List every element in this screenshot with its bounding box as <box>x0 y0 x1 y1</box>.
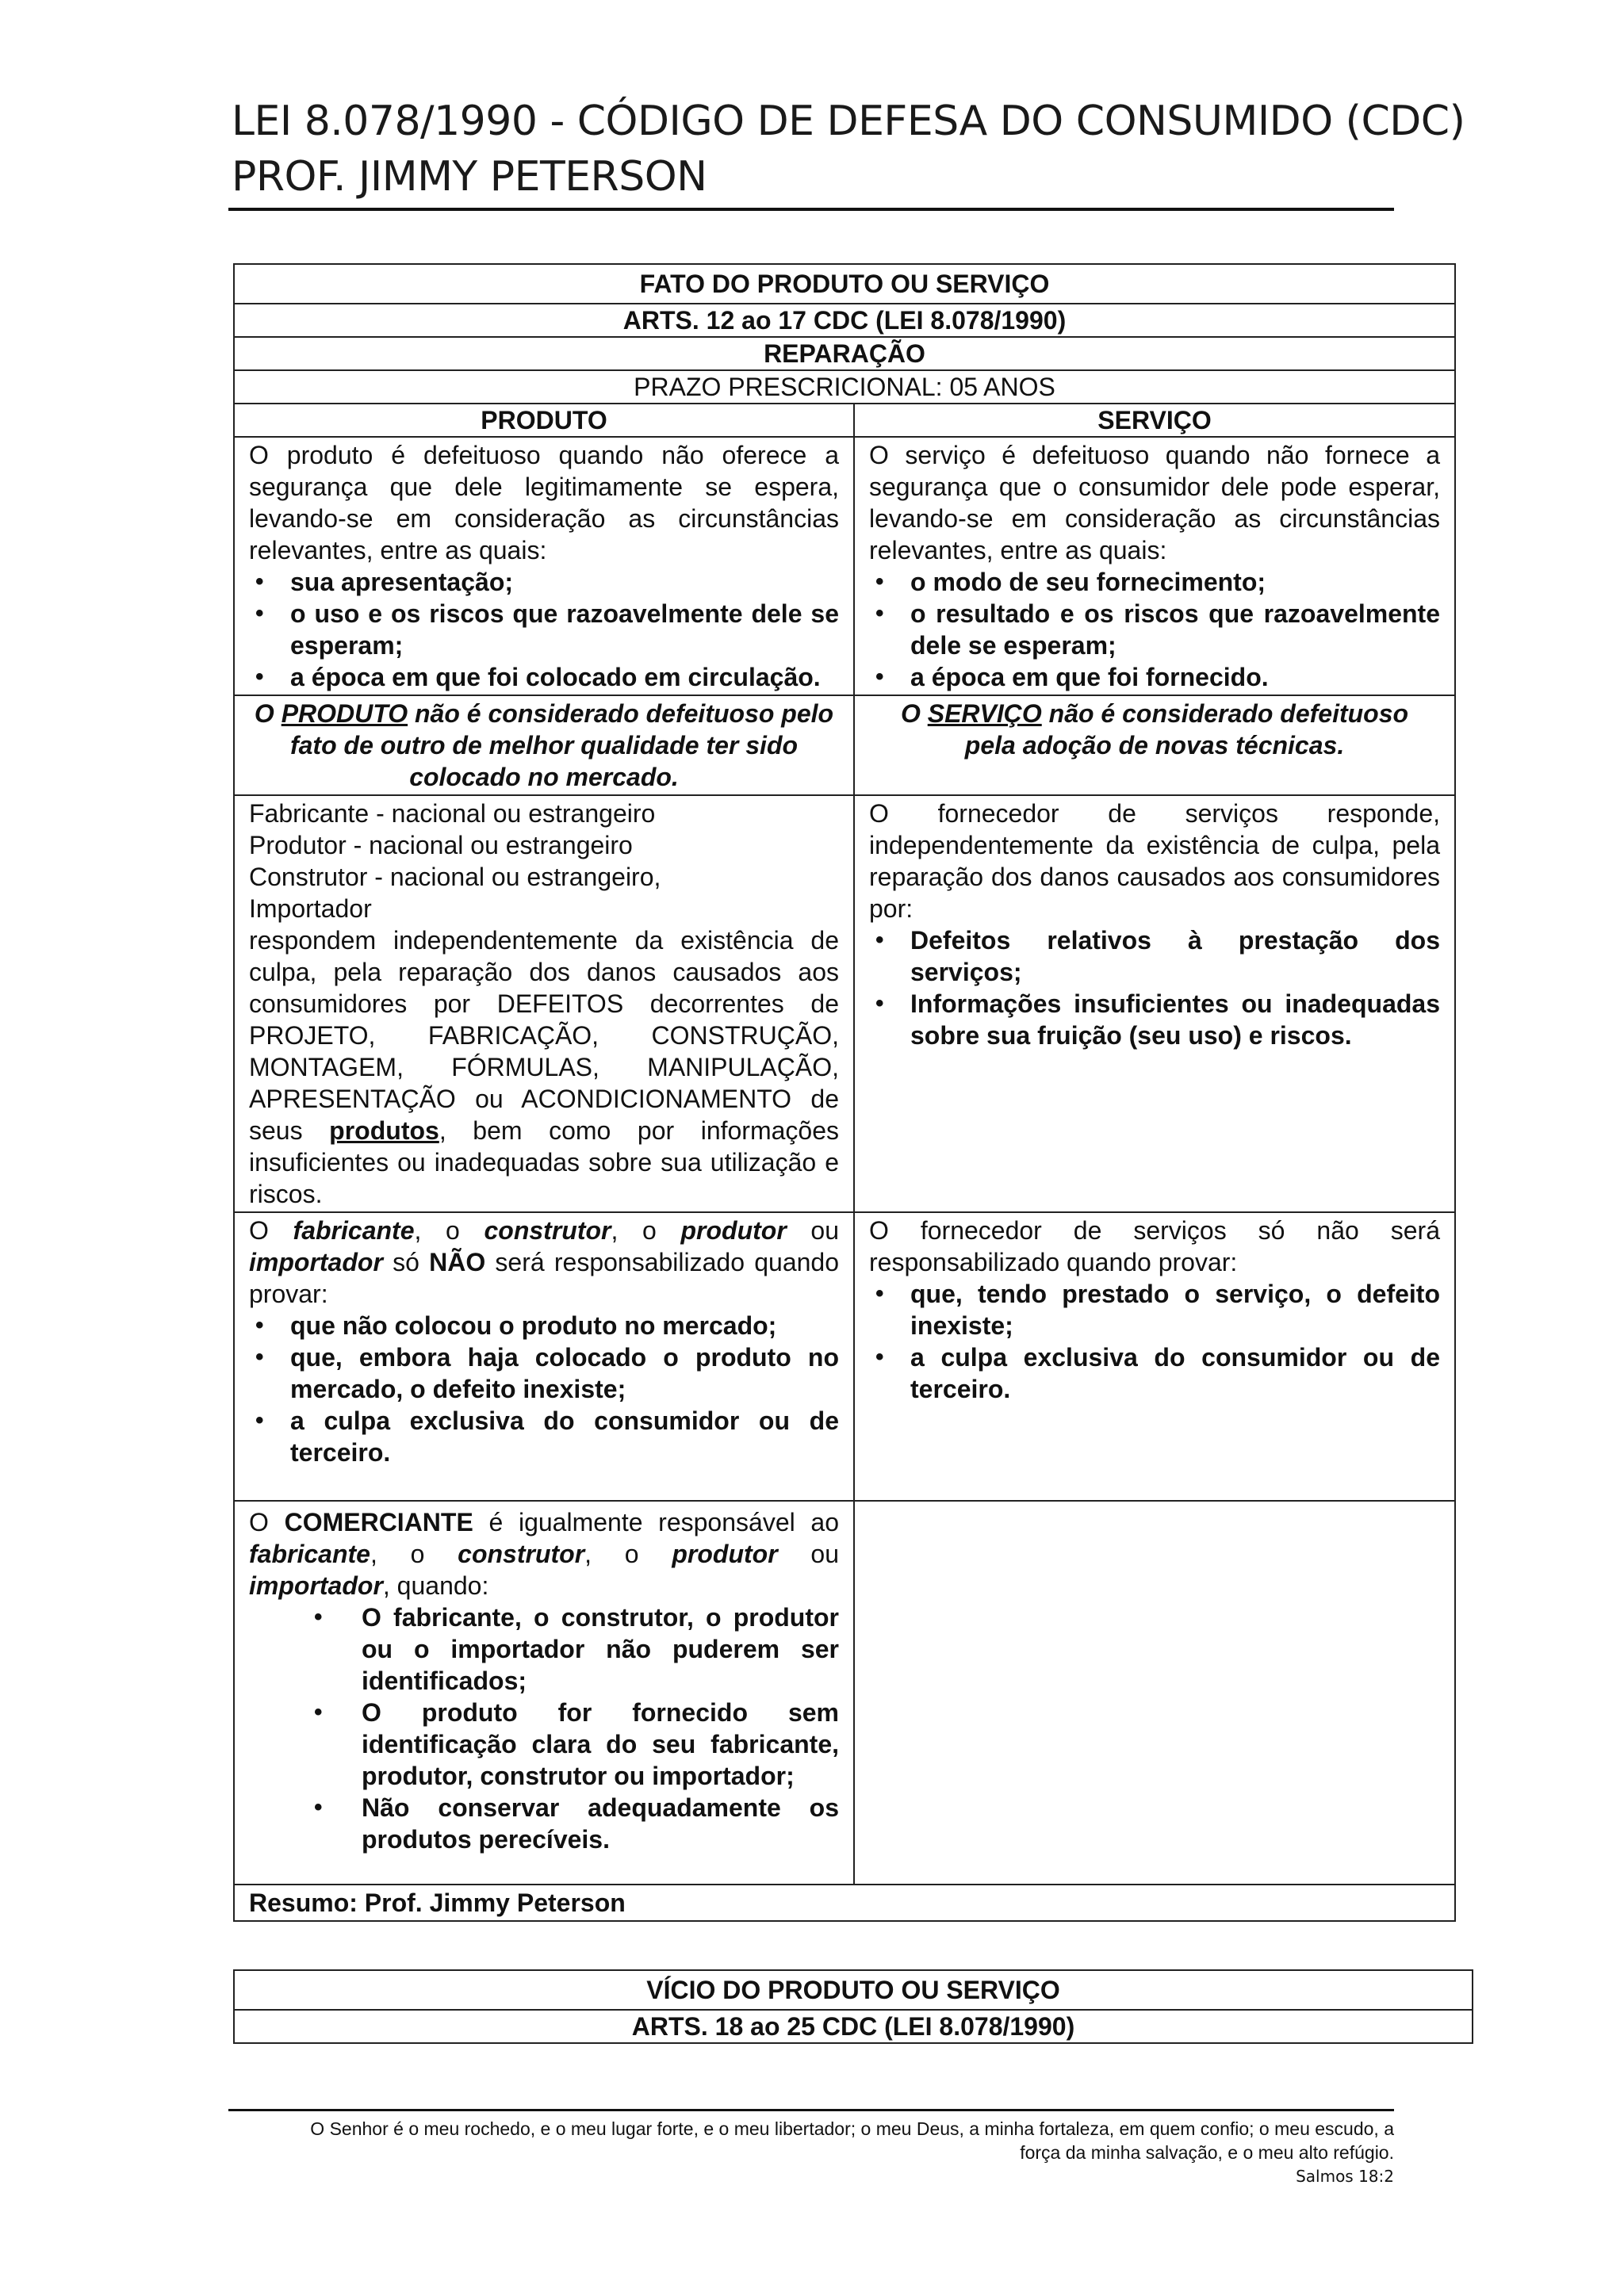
list-item: • Informações insuficientes ou inadequadas sobre sua fruição (seu uso) e riscos. <box>910 988 1440 1051</box>
footer-quote <box>238 2117 1394 2164</box>
list-item: • que, embora haja colocado o produto no mercado, o defeito inexiste; <box>290 1341 839 1405</box>
list-item: • O produto for fornecido sem identificação clara do seu fabricante, produtor, construtor ou importador; <box>362 1697 839 1792</box>
header-divider <box>228 208 1394 211</box>
resumo-credit: Resumo: Prof. Jimmy Peterson <box>234 1885 1455 1921</box>
fato-reparacao: REPARAÇÃO <box>234 337 1455 370</box>
list-item: • a culpa exclusiva do consumidor ou de terceiro. <box>910 1341 1440 1405</box>
list-item: • que não colocou o produto no mercado; <box>290 1310 839 1341</box>
fato-prazo: PRAZO PRESCRICIONAL: 05 ANOS <box>234 370 1455 404</box>
list-item: • o resultado e os riscos que razoavelmente dele se esperam; <box>910 598 1440 661</box>
comerciante-cell <box>234 1501 854 1885</box>
fato-arts: ARTS. 12 ao 17 CDC (LEI 8.078/1990) <box>234 304 1455 337</box>
produto-responsabilidade-cell <box>234 795 854 1212</box>
col-servico-header: SERVIÇO <box>854 404 1455 437</box>
servico-exclusao-cell <box>854 1212 1455 1501</box>
servico-responsabilidade-intro: O fornecedor de serviços responde, independentemente da existência de culpa, pela reparação dos danos causados aos consumidores por: <box>869 799 1440 923</box>
list-item: • o modo de seu fornecimento; <box>910 566 1440 598</box>
list-item: • Defeitos relativos à prestação dos serviços; <box>910 924 1440 988</box>
col-produto-header: PRODUTO <box>234 404 854 437</box>
produto-exclusao-intro: O fabricante, o construtor, o produtor ou importador só NÃO será responsabilizado quando provar: <box>249 1216 840 1308</box>
produto-defeito-cell <box>234 437 854 695</box>
produto-note: O PRODUTO não é considerado defeituoso pelo fato de outro de melhor qualidade ter sido colocado no mercado. <box>234 695 854 795</box>
produto-exclusao-cell <box>234 1212 854 1501</box>
document-header <box>232 94 1465 205</box>
list-item: • a culpa exclusiva do consumidor ou de terceiro. <box>290 1405 839 1468</box>
comerciante-intro: O COMERCIANTE é igualmente responsável ao fabricante, o construtor, o produtor ou importador, quando: <box>249 1508 840 1600</box>
servico-exclusao-intro: O fornecedor de serviços só não será responsabilizado quando provar: <box>869 1216 1440 1276</box>
responsavel-line: Fabricante - nacional ou estrangeiro <box>249 799 656 828</box>
vicio-title: VÍCIO DO PRODUTO OU SERVIÇO <box>234 1970 1473 2010</box>
list-item: • sua apresentação; <box>290 566 839 598</box>
header-author: PROF. JIMMY PETERSON <box>232 153 707 201</box>
fato-table <box>233 263 1456 1922</box>
fato-title: FATO DO PRODUTO OU SERVIÇO <box>234 264 1455 304</box>
servico-responsabilidade-cell <box>854 795 1455 1212</box>
footer-reference: Salmos 18:2 <box>1296 2167 1394 2186</box>
responsavel-line: Importador <box>249 894 372 923</box>
list-item: • a época em que foi colocado em circulação. <box>290 661 839 693</box>
quote-line: O Senhor é o meu rochedo, e o meu lugar forte, e o meu libertador; o meu Deus, a minha fortaleza, em quem confio; o meu escudo, a <box>310 2118 1394 2139</box>
list-item: • o uso e os riscos que razoavelmente dele se esperam; <box>290 598 839 661</box>
servico-note: O SERVIÇO não é considerado defeituoso pela adoção de novas técnicas. <box>854 695 1455 795</box>
produto-responsabilidade-text: respondem independentemente da existência de culpa, pela reparação dos danos causados aos consumidores por DEFEITOS decorrentes de PROJETO, FABRICAÇÃO, CONSTRUÇÃO, MONTAGEM, FÓRMULAS, MANIPULAÇÃO, APRESENTAÇÃO ou ACONDICIONAMENTO de seus produtos, bem como por informações insuficientes ou inadequadas sobre sua utilização e riscos. <box>249 926 840 1208</box>
produto-defeito-intro: O produto é defeituoso quando não oferece a segurança que dele legitimamente se espera, levando-se em consideração as circunstâncias relevantes, entre as quais: <box>249 441 839 564</box>
empty-cell <box>854 1501 1455 1885</box>
list-item: • Não conservar adequadamente os produtos perecíveis. <box>362 1792 839 1855</box>
vicio-table <box>233 1969 1473 2044</box>
servico-defeito-cell <box>854 437 1455 695</box>
list-item: • O fabricante, o construtor, o produtor ou o importador não puderem ser identificados; <box>362 1601 839 1697</box>
header-title: LEI 8.078/1990 - CÓDIGO DE DEFESA DO CONSUMIDO (CDC) <box>232 98 1465 145</box>
footer-divider <box>228 2109 1394 2111</box>
list-item: • a época em que foi fornecido. <box>910 661 1440 693</box>
responsavel-line: Construtor - nacional ou estrangeiro, <box>249 863 661 891</box>
vicio-arts: ARTS. 18 ao 25 CDC (LEI 8.078/1990) <box>234 2010 1473 2043</box>
quote-line: força da minha salvação, e o meu alto refúgio. <box>1020 2142 1394 2163</box>
list-item: • que, tendo prestado o serviço, o defeito inexiste; <box>910 1278 1440 1341</box>
responsavel-line: Produtor - nacional ou estrangeiro <box>249 831 633 859</box>
servico-defeito-intro: O serviço é defeituoso quando não fornece a segurança que o consumidor dele pode esperar, levando-se em consideração as circunstâncias relevantes, entre as quais: <box>869 441 1440 564</box>
